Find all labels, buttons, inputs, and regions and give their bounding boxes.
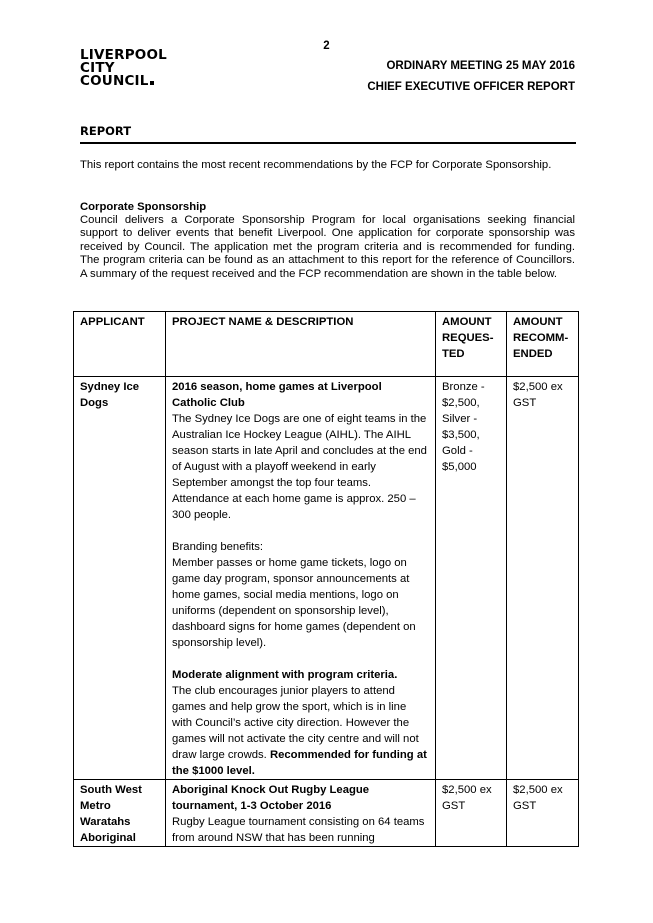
intro-paragraph: This report contains the most recent recommendations by the FCP for Corporate Sponsorship. [80,159,552,171]
logo-line-2: CITY [80,60,115,76]
header-requested: AMOUNT REQUES-TED [436,312,507,377]
table-header-row [74,312,579,377]
requested-cell: Bronze - $2,500, Silver - $3,500, Gold - $5,000 [436,377,507,780]
council-logo [80,49,167,88]
logo-line-3: COUNCIL [80,73,149,89]
project-cell [166,780,436,847]
project-title: 2016 season, home games at Liverpool Catholic Club [172,381,382,409]
applicant-cell: South West Metro Waratahs Aboriginal [74,780,166,847]
branding-text: Member passes or home game tickets, logo on game day program, sponsor announcements at home games, social media mentions, logo on uniforms (dependent on sponsorship level), dashboard signs for home games (dependent on sponsorship level). [172,557,416,649]
logo-line-1: LIVERPOOL [80,47,167,63]
project-description: The Sydney Ice Dogs are one of eight teams in the Australian Ice Hockey League (AIHL). The AIHL season starts in late April and concludes at the end of August with a playoff weekend in early September amongst the top four teams. Attendance at each home game is approx. 250 – 300 people. [172,413,427,521]
logo-line-3-wrap [80,75,167,88]
requested-cell: $2,500 ex GST [436,780,507,847]
table-row [74,780,579,847]
applicant-cell: Sydney Ice Dogs [74,377,166,780]
meeting-title: ORDINARY MEETING 25 MAY 2016 [386,60,575,72]
recommended-cell: $2,500 ex GST [507,377,579,780]
recommended-cell: $2,500 ex GST [507,780,579,847]
project-description: Rugby League tournament consisting on 64 teams from around NSW that has been running [172,816,425,844]
body-paragraph: Council delivers a Corporate Sponsorship Program for local organisations seeking financial support to deliver events that benefit Liverpool. One application for corporate sponsorship was received by Council. The application met the program criteria and is recommended for funding. The program criteria can be found as an attachment to this report for the reference of Councillors. A summary of the request received and the FCP recommendation are shown in the table below. [80,214,575,280]
heading-divider [80,142,576,144]
project-cell [166,377,436,780]
logo-dot-icon [150,81,154,85]
spacer [172,523,429,539]
header-applicant: APPLICANT [74,312,166,377]
section-heading: REPORT [80,124,132,138]
alignment-text: The club encourages junior players to attend games and help grow the sport, which is in line with Council’s active city direction. However the games will not activate the city centre and will not draw large crowds. [172,685,419,761]
page-number: 2 [323,40,330,52]
recommendation-text: Recommended for funding at the $1000 level. [172,749,427,777]
department-title: CHIEF EXECUTIVE OFFICER REPORT [367,81,575,93]
alignment-text-wrap [172,683,429,779]
spacer [172,651,429,667]
alignment-title: Moderate alignment with program criteria. [172,669,398,681]
project-title: Aboriginal Knock Out Rugby League tournament, 1-3 October 2016 [172,784,370,812]
header-recommended: AMOUNT RECOMM-ENDED [507,312,579,377]
sponsorship-table [73,311,579,847]
subheading: Corporate Sponsorship [80,201,207,213]
table-row [74,377,579,780]
header-project: PROJECT NAME & DESCRIPTION [166,312,436,377]
branding-label: Branding benefits: [172,541,264,553]
